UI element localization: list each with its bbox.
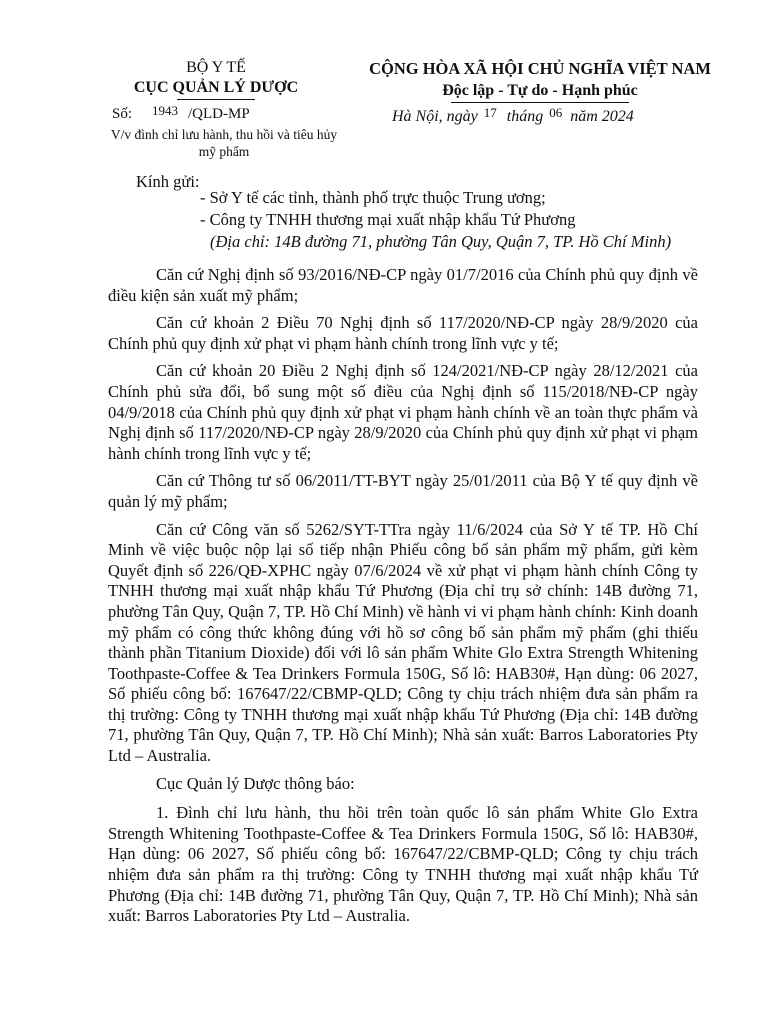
doc-number-prefix: Số: bbox=[112, 106, 133, 122]
body-paragraph-7: 1. Đình chỉ lưu hành, thu hồi trên toàn quốc lô sản phẩm White Glo Extra Strength Whitening Toothpaste-Coffee & Tea Drinkers Formula 150G, Số lô: HAB30#, Hạn dùng: 06 2027, Số phiếu công bố: 167647/22/CBMP-QLD; Công ty chịu trách nhiệm đưa sản phẩm ra thị trường: Công ty TNHH thương mại xuất nhập khẩu Tứ Phương (Địa chỉ: 14B đường 71, phường Tân Quy, Quận 7, TP. Hồ Chí Minh); Nhà sản xuất: Barros Laboratories Pty Ltd – Australia. bbox=[108, 803, 698, 926]
document-subject: V/v đình chỉ lưu hành, thu hồi và tiêu hủy mỹ phẩm bbox=[110, 127, 338, 159]
body-paragraph-4: Căn cứ Thông tư số 06/2011/TT-BYT ngày 25/01/2011 của Bộ Y tế quy định về quản lý mỹ phẩm; bbox=[108, 471, 698, 511]
recipient-address: (Địa chỉ: 14B đường 71, phường Tân Quy, Quận 7, TP. Hồ Chí Minh) bbox=[210, 232, 672, 251]
recipient-line-2: - Công ty TNHH thương mại xuất nhập khẩu Tứ Phương bbox=[200, 210, 576, 229]
document-number bbox=[112, 103, 250, 123]
recipient-greeting: Kính gửi: bbox=[136, 172, 200, 191]
date-month-label: tháng bbox=[506, 108, 544, 125]
date-year: năm 2024 bbox=[570, 108, 634, 125]
body-paragraph-6: Cục Quản lý Dược thông báo: bbox=[156, 773, 355, 793]
body-paragraph-2: Căn cứ khoản 2 Điều 70 Nghị định số 117/2020/NĐ-CP ngày 28/9/2020 của Chính phủ quy định xử phạt vi phạm hành chính trong lĩnh vực y tế; bbox=[108, 313, 698, 353]
doc-number-value: 1943 bbox=[152, 103, 179, 118]
agency-underline bbox=[177, 99, 255, 100]
agency-name: CỤC QUẢN LÝ DƯỢC bbox=[133, 79, 299, 96]
motto-underline bbox=[451, 102, 629, 103]
ministry-name: BỘ Y TẾ bbox=[186, 59, 246, 76]
document-body bbox=[108, 265, 698, 934]
date-place: Hà Nội, ngày bbox=[392, 108, 478, 125]
body-paragraph-3: Căn cứ khoản 20 Điều 2 Nghị định số 124/2021/NĐ-CP ngày 28/12/2021 của Chính phủ sửa đổi, bổ sung một số điều của Nghị định số 115/2018/NĐ-CP ngày 04/9/2018 của Chính phủ quy định xử phạt vi phạm hành chính về an toàn thực phẩm và Nghị định số 117/2020/NĐ-CP ngày 28/9/2020 của Chính phủ quy định xử phạt vi phạm hành chính trong lĩnh vực y tế; bbox=[108, 361, 698, 463]
recipient-list bbox=[200, 187, 671, 253]
body-paragraph-1: Căn cứ Nghị định số 93/2016/NĐ-CP ngày 01/7/2016 của Chính phủ quy định về điều kiện sản xuất mỹ phẩm; bbox=[108, 265, 698, 305]
nation-title: CỘNG HÒA XÃ HỘI CHỦ NGHĨA VIỆT NAM bbox=[369, 59, 711, 78]
recipient-line-1: - Sở Y tế các tỉnh, thành phố trực thuộc Trung ương; bbox=[200, 188, 546, 207]
national-title-block bbox=[350, 58, 730, 103]
national-motto: Độc lập - Tự do - Hạnh phúc bbox=[442, 82, 638, 99]
issuing-agency-block bbox=[96, 58, 336, 100]
doc-number-suffix: /QLD-MP bbox=[188, 106, 250, 122]
date-day: 17 bbox=[483, 105, 497, 120]
date-month: 06 bbox=[549, 105, 563, 120]
date-line bbox=[392, 105, 634, 126]
body-paragraph-5: Căn cứ Công văn số 5262/SYT-TTra ngày 11/6/2024 của Sở Y tế TP. Hồ Chí Minh về việc buộc nộp lại số tiếp nhận Phiếu công bố sản phẩm mỹ phẩm, gửi kèm Quyết định số 226/QĐ-XPHC ngày 07/6/2024 về xử phạt vi phạm hành chính Công ty TNHH thương mại xuất nhập khẩu Tứ Phương (Địa chỉ trụ sở chính: 14B đường 71, phường Tân Quy, Quận 7, TP. Hồ Chí Minh) về hành vi vi phạm hành chính: Kinh doanh mỹ phẩm có công thức không đúng với hồ sơ công bố sản phẩm mỹ phẩm (ghi thiếu thành phần Titanium Dioxide) đối với lô sản phẩm White Glo Extra Strength Whitening Toothpaste-Coffee & Tea Drinkers Formula 150G, Số lô: HAB30#, Hạn dùng: 06 2027, Số phiếu công bố: 167647/22/CBMP-QLD; Công ty chịu trách nhiệm đưa sản phẩm ra thị trường: Công ty TNHH thương mại xuất nhập khẩu Tứ Phương (Địa chỉ: 14B đường 71, phường Tân Quy, Quận 7, TP. Hồ Chí Minh); Nhà sản xuất: Barros Laboratories Pty Ltd – Australia. bbox=[108, 519, 698, 766]
